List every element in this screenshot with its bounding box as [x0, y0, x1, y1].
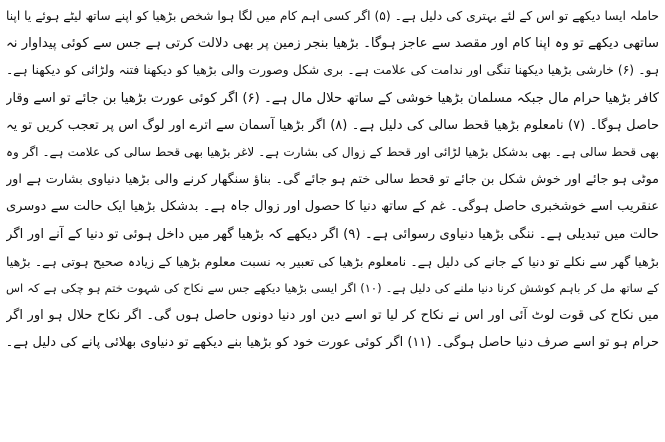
text-line-9: حالت میں تبدیلی ہے۔ ننگی بڑھیا دنیاوی رسوائی ہے۔ (۹) اگر دیکھے کہ بڑھیا گھر میں داخل ہوئی تو دنیا کے آنے اور اگر — [6, 226, 659, 242]
text-line-11: کے ساتھ مل کر باہم کوشش کرنا دنیا ملنے کی دلیل ہے۔ (۱۰) اگر ایسی بڑھیا دیکھے جس سے نکاح کی شہوت ختم ہو چکی ہے کہ اس — [6, 280, 659, 295]
text-line-8: عنقریب اسے خوشخبری حاصل ہوگی۔ غم کے ساتھ دنیا کا حصول اور زوال جاہ ہے۔ بدشکل بڑھیا ایک حالت سے دوسری — [6, 199, 659, 215]
text-line-7: موٹی ہو جائے اور خوش شکل بن جائے تو قحط سالی ختم ہو جائے گی۔ بناؤ سنگھار کرنے والی بڑھیا دنیاوی بشارت ہے اور — [6, 172, 659, 188]
text-line-3: ہو۔ (۶) خارشی بڑھیا دیکھنا تنگی اور ندامت کی علامت ہے۔ بری شکل وصورت والی بڑھیا کو دیکھنا فتنہ ولڑائی کو دیکھنا ہے۔ — [6, 63, 659, 78]
text-line-1: حاملہ ایسا دیکھے تو اس کے لئے بہتری کی دلیل ہے۔ (۵) اگر کسی اہم کام میں لگا ہوا شخص بڑھیا کو اپنے ساتھ لیٹے ہوئے یا اپنا — [6, 9, 659, 23]
text-line-4: کافر بڑھیا حرام مال جبکہ مسلمان بڑھیا خوشی کے ساتھ حلال مال ہے۔ (۶) اگر کوئی عورت بڑھیا بن جائے تو اسے وقار — [6, 90, 659, 106]
text-line-2: ساتھی دیکھے تو وہ اپنا کام اور مقصد سے عاجز ہوگا۔ بڑھیا بنجر زمین پر بھی دلالت کرتی ہے جس سے کوئی پیداوار نہ — [6, 36, 659, 52]
text-line-13: حرام ہو تو اسے صرف دنیا حاصل ہوگی۔ (۱۱) اگر کوئی عورت خود کو بڑھیا بنے دیکھے تو دنیاوی بھلائی پانے کی دلیل ہے۔ — [6, 335, 659, 351]
text-line-6: بھی قحط سالی ہے۔ بھی بدشکل بڑھیا لڑائی اور قحط کے زوال کی بشارت ہے۔ لاغر بڑھیا بھی قحط سالی کی علامت ہے۔ اگر وہ — [6, 144, 659, 159]
text-line-10: بڑھیا گھر سے نکلے تو دنیا کے جانے کی دلیل ہے۔ نامعلوم بڑھیا کی تعبیر بہ نسبت معلوم بڑھیا کے زیادہ صحیح ہوتی ہے۔ بڑھیا — [6, 253, 659, 269]
document-page — [6, 3, 659, 439]
text-line-12: میں نکاح کی قوت لوٹ آئی اور اس نے نکاح کر لیا تو اسے دین اور دنیا دونوں حاصل ہوں گی۔ اگر نکاح حلال ہو اور اگر — [6, 308, 659, 324]
text-line-5: حاصل ہوگا۔ (۷) نامعلوم بڑھیا قحط سالی کی دلیل ہے۔ (۸) اگر بڑھیا آسمان سے اترے اور لوگ اس پر تعجب کریں تو یہ — [6, 117, 659, 133]
